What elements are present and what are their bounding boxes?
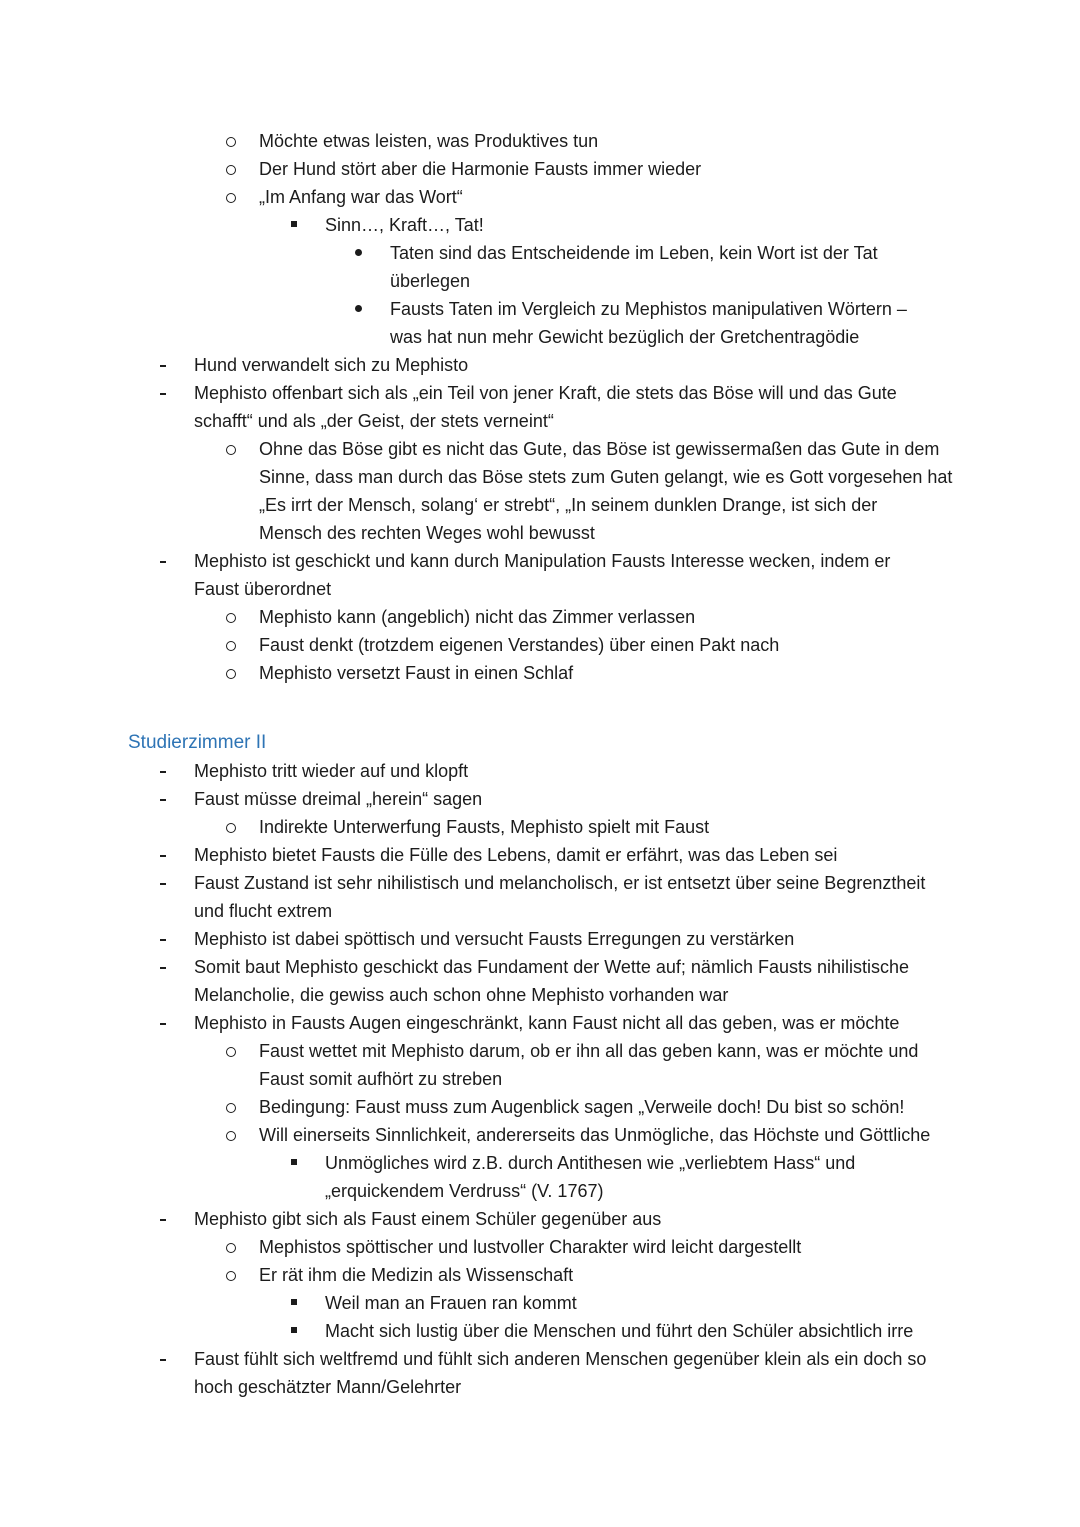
list-item: Er rät ihm die Medizin als Wissenschaft [259, 1265, 574, 1285]
list-item: Fausts Taten im Vergleich zu Mephistos manipulativen Wörtern – [390, 299, 907, 319]
list-item: Mephistos spöttischer und lustvoller Charakter wird leicht dargestellt [259, 1237, 802, 1257]
list-item-continuation: „Es irrt der Mensch, solang‘ er strebt“, „In seinem dunklen Drange, ist sich der [259, 495, 878, 515]
list-item: Indirekte Unterwerfung Fausts, Mephisto spielt mit Faust [259, 817, 710, 837]
list-item: Möchte etwas leisten, was Produktives tun [259, 131, 599, 151]
list-item: Mephisto ist dabei spöttisch und versucht Fausts Erregungen zu verstärken [194, 929, 795, 949]
list-item: Faust fühlt sich weltfremd und fühlt sich anderen Menschen gegenüber klein als ein doch so [194, 1349, 927, 1369]
list-item: Mephisto gibt sich als Faust einem Schüler gegenüber aus [194, 1209, 662, 1229]
list-item-continuation: was hat nun mehr Gewicht bezüglich der Gretchentragödie [390, 327, 860, 347]
list-item: Macht sich lustig über die Menschen und führt den Schüler absichtlich irre [325, 1321, 914, 1341]
list-item: Mephisto bietet Fausts die Fülle des Lebens, damit er erfährt, was das Leben sei [194, 845, 838, 865]
list-item: Mephisto tritt wieder auf und klopft [194, 761, 469, 781]
list-item-continuation: Melancholie, die gewiss auch schon ohne Mephisto vorhanden war [194, 985, 729, 1005]
list-item: Faust müsse dreimal „herein“ sagen [194, 789, 483, 809]
list-item-continuation: Sinne, dass man durch das Böse stets zum Guten gelangt, wie es Gott vorgesehen hat [259, 467, 953, 487]
list-item-continuation: schafft“ und als „der Geist, der stets verneint“ [194, 411, 554, 431]
list-item-continuation: Faust überordnet [194, 579, 332, 599]
list-item: Hund verwandelt sich zu Mephisto [194, 355, 469, 375]
list-item: Der Hund stört aber die Harmonie Fausts immer wieder [259, 159, 702, 179]
list-item: Unmögliches wird z.B. durch Antithesen wie „verliebtem Hass“ und [325, 1153, 856, 1173]
list-item: „Im Anfang war das Wort“ [259, 187, 463, 207]
list-item: Mephisto ist geschickt und kann durch Manipulation Fausts Interesse wecken, indem er [194, 551, 891, 571]
list-item-continuation: „erquickendem Verdruss“ (V. 1767) [325, 1181, 604, 1201]
list-item-continuation: Faust somit aufhört zu streben [259, 1069, 503, 1089]
list-item: Mephisto offenbart sich als „ein Teil von jener Kraft, die stets das Böse will und das Gute [194, 383, 897, 403]
list-item: Faust wettet mit Mephisto darum, ob er ihn all das geben kann, was er möchte und [259, 1041, 919, 1061]
list-item: Bedingung: Faust muss zum Augenblick sagen „Verweile doch! Du bist so schön! [259, 1097, 905, 1117]
list-item: Mephisto versetzt Faust in einen Schlaf [259, 663, 574, 683]
list-item: Mephisto in Fausts Augen eingeschränkt, kann Faust nicht all das geben, was er möchte [194, 1013, 900, 1033]
list-item-continuation: Mensch des rechten Weges wohl bewusst [259, 523, 595, 543]
list-item: Faust Zustand ist sehr nihilistisch und melancholisch, er ist entsetzt über seine Begrenztheit [194, 873, 926, 893]
list-item: Ohne das Böse gibt es nicht das Gute, das Böse ist gewissermaßen das Gute in dem [259, 439, 940, 459]
document-page [0, 127, 1080, 1401]
list-item: Faust denkt (trotzdem eigenen Verstandes) über einen Pakt nach [259, 635, 780, 655]
list-item: Sinn…, Kraft…, Tat! [325, 215, 484, 235]
list-item: Somit baut Mephisto geschickt das Fundament der Wette auf; nämlich Fausts nihilistische [194, 957, 910, 977]
list-item-continuation: hoch geschätzter Mann/Gelehrter [194, 1377, 462, 1397]
list-item-continuation: und flucht extrem [194, 901, 333, 921]
list-item: Mephisto kann (angeblich) nicht das Zimmer verlassen [259, 607, 696, 627]
list-item: Will einerseits Sinnlichkeit, andererseits das Unmögliche, das Höchste und Göttliche [259, 1125, 931, 1145]
list-item: Weil man an Frauen ran kommt [325, 1293, 577, 1313]
list-item-continuation: überlegen [390, 271, 471, 291]
section-heading: Studierzimmer II [128, 732, 267, 753]
list-item: Taten sind das Entscheidende im Leben, kein Wort ist der Tat [390, 243, 878, 263]
